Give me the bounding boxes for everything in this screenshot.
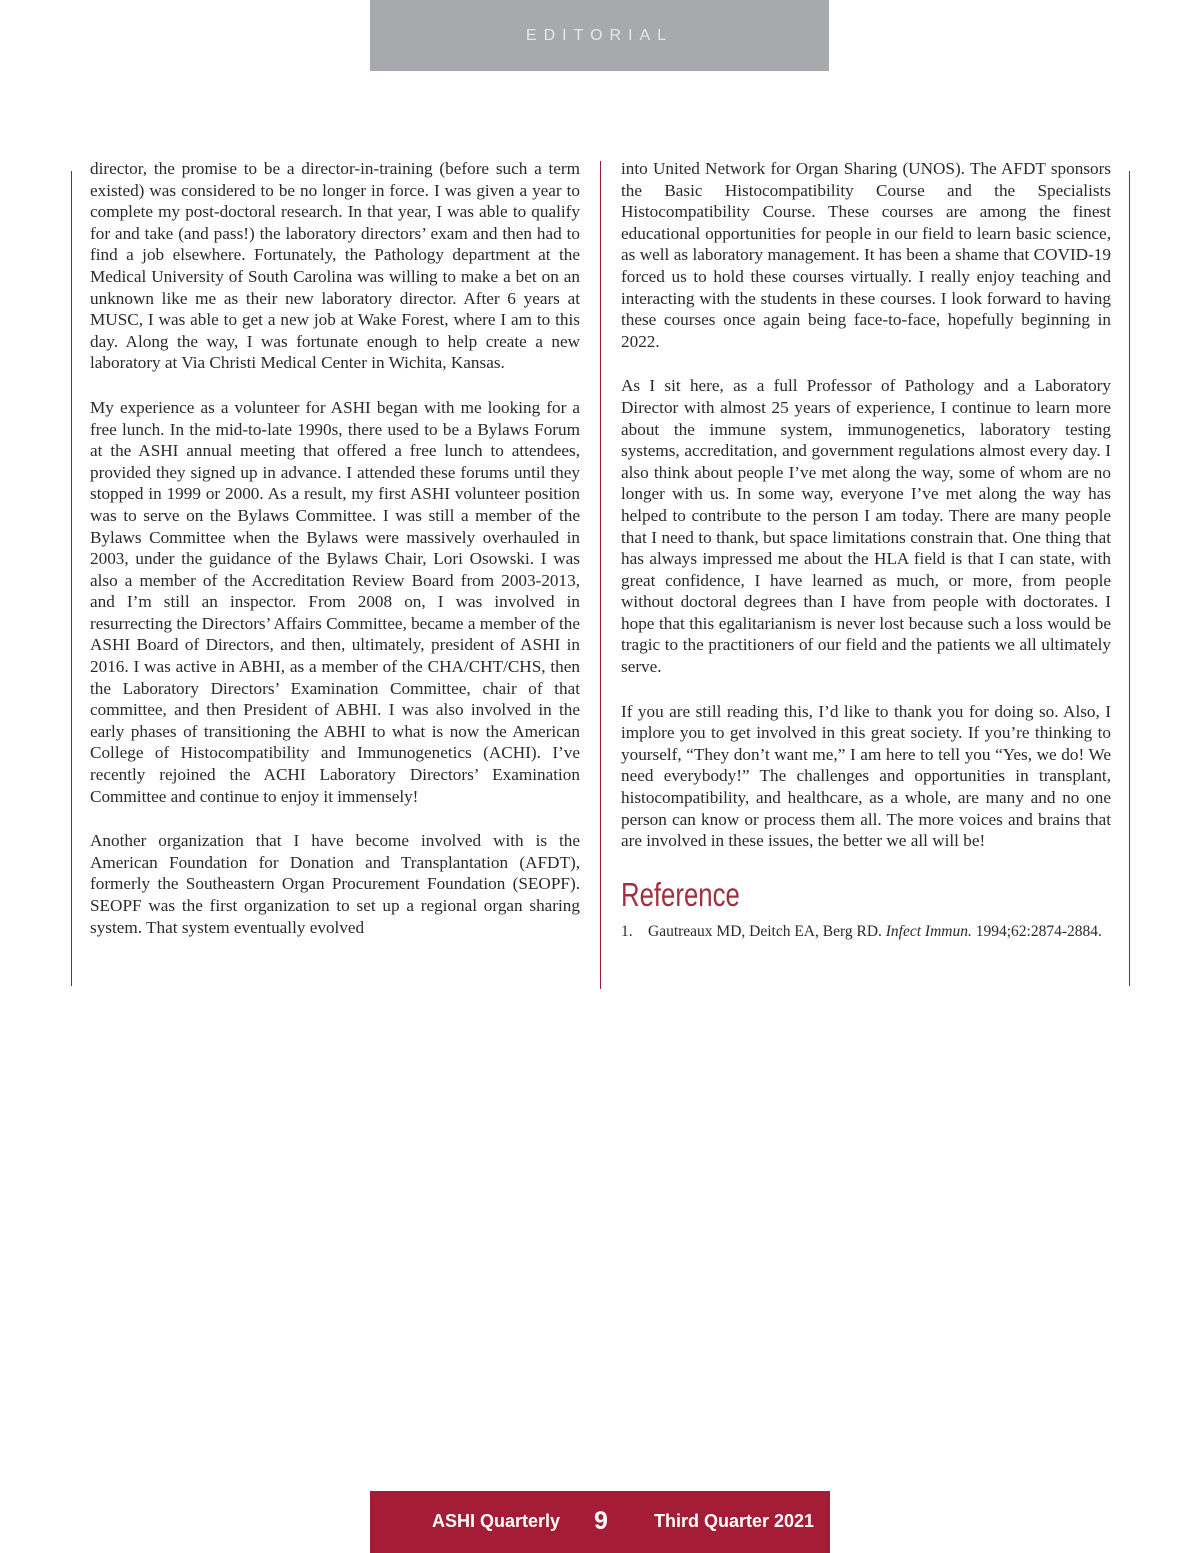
reference-number: 1. — [621, 922, 633, 940]
reference-list — [621, 921, 1111, 942]
footer-issue: Third Quarter 2021 — [654, 1511, 815, 1531]
reference-authors: Gautreaux MD, Deitch EA, Berg RD. — [648, 922, 882, 940]
paragraph: As I sit here, as a full Professor of Pathology and a Laboratory Director with almost 25 years of experience, I continue to learn more about the immune system, immunogenetics, laboratory testing systems, accreditation, and government regulations almost every day. I also think about people I’ve met along the way, some of whom are no longer with us. In some way, everyone I’ve met along the way has helped to contribute to the person I am today. There are many people that I need to thank, but space limitations constrain that. One thing that has always impressed me about the HLA field is that I can state, with great confidence, I have learned as much, or more, from people without doctoral degrees than I have from people with doctorates. I hope that this egalitarianism is never lost because such a loss would be tragic to the practitioners of our field and the patients we all ultimately serve. — [621, 376, 1111, 677]
reference-journal: Infect Immun. — [885, 922, 972, 940]
reference-heading: Reference — [621, 875, 740, 913]
paragraph: My experience as a volunteer for ASHI began with me looking for a free lunch. In the mid-to-late 1990s, there used to be a Bylaws Forum at the ASHI annual meeting that offered a free lunch to attendees, provided they signed up in advance. I attended these forums until they stopped in 1999 or 2000. As a result, my first ASHI volunteer position was to serve on the Bylaws Committee. I was still a member of the Bylaws Committee when the Bylaws were massively overhauled in 2003, under the guidance of the Bylaws Chair, Lori Osowski. I was also a member of the Accreditation Review Board from 2003-2013, and I’m still an inspector. From 2008 on, I was involved in resurrecting the Directors’ Affairs Committee, became a member of the ASHI Board of Directors, and then, ultimately, president of ASHI in 2016. I was active in ABHI, as a member of the CHA/CHT/CHS, then the Laboratory Directors’ Examination Committee, chair of that committee, and then President of ABHI. I was also involved in the early phases of transitioning the ABHI to what is now the American College of Histocompatibility and Immunogenetics (ACHI). I’ve recently rejoined the ACHI Laboratory Directors’ Examination Committee and continue to enjoy it immensely! — [90, 397, 580, 806]
paragraph: director, the promise to be a director-in-training (before such a term existed) was considered to be no longer in force. I was given a year to complete my post-doctoral research. In that year, I was able to qualify for and take (and pass!) the laboratory directors’ exam and then had to find a job elsewhere. Fortunately, the Pathology department at the Medical University of South Carolina was willing to make a bet on an unknown like me as their new laboratory director. After 6 years at MUSC, I was able to get a new job at Wake Forest, where I am to this day. Along the way, I was fortunate enough to help create a new laboratory at Via Christi Medical Center in Wichita, Kansas. — [90, 159, 580, 373]
page-footer — [370, 1491, 830, 1553]
paragraph: into United Network for Organ Sharing (UNOS). The AFDT sponsors the Basic Histocompatibility Course and the Specialists Histocompatibility Course. These courses are among the finest educational opportunities for people in our field to learn basic science, as well as laboratory management. It has been a shame that COVID-19 forced us to hold these courses virtually. I really enjoy teaching and interacting with the students in these courses. I look forward to having these courses once again being face-to-face, hopefully beginning in 2022. — [621, 159, 1111, 351]
left-column-rule — [71, 171, 72, 986]
section-header: EDITORIAL — [370, 0, 829, 71]
paragraph: Another organization that I have become involved with is the American Foundation for Donation and Transplantation (AFDT), formerly the Southeastern Organ Procurement Foundation (SEOPF). SEOPF was the first organization to set up a regional organ sharing system. That system eventually evolved — [90, 831, 580, 937]
footer-page-number: 9 — [594, 1507, 608, 1535]
paragraph: If you are still reading this, I’d like to thank you for doing so. Also, I implore you to get involved in this great society. If you’re thinking to yourself, “They don’t want me,” I am here to tell you “Yes, we do! We need everybody!” The challenges and opportunities in transplant, histocompatibility, and healthcare, as a whole, are many and no one person can know or process them all. The more voices and brains that are involved in these issues, the better we all will be! — [621, 701, 1111, 851]
reference-citation: 1994;62:2874-2884. — [975, 922, 1102, 940]
right-column — [621, 158, 1111, 942]
left-column — [90, 158, 580, 961]
footer-publication: ASHI Quarterly — [432, 1511, 561, 1531]
reference-item — [621, 921, 1111, 942]
right-column-rule — [1129, 171, 1130, 986]
center-column-rule — [600, 161, 601, 989]
